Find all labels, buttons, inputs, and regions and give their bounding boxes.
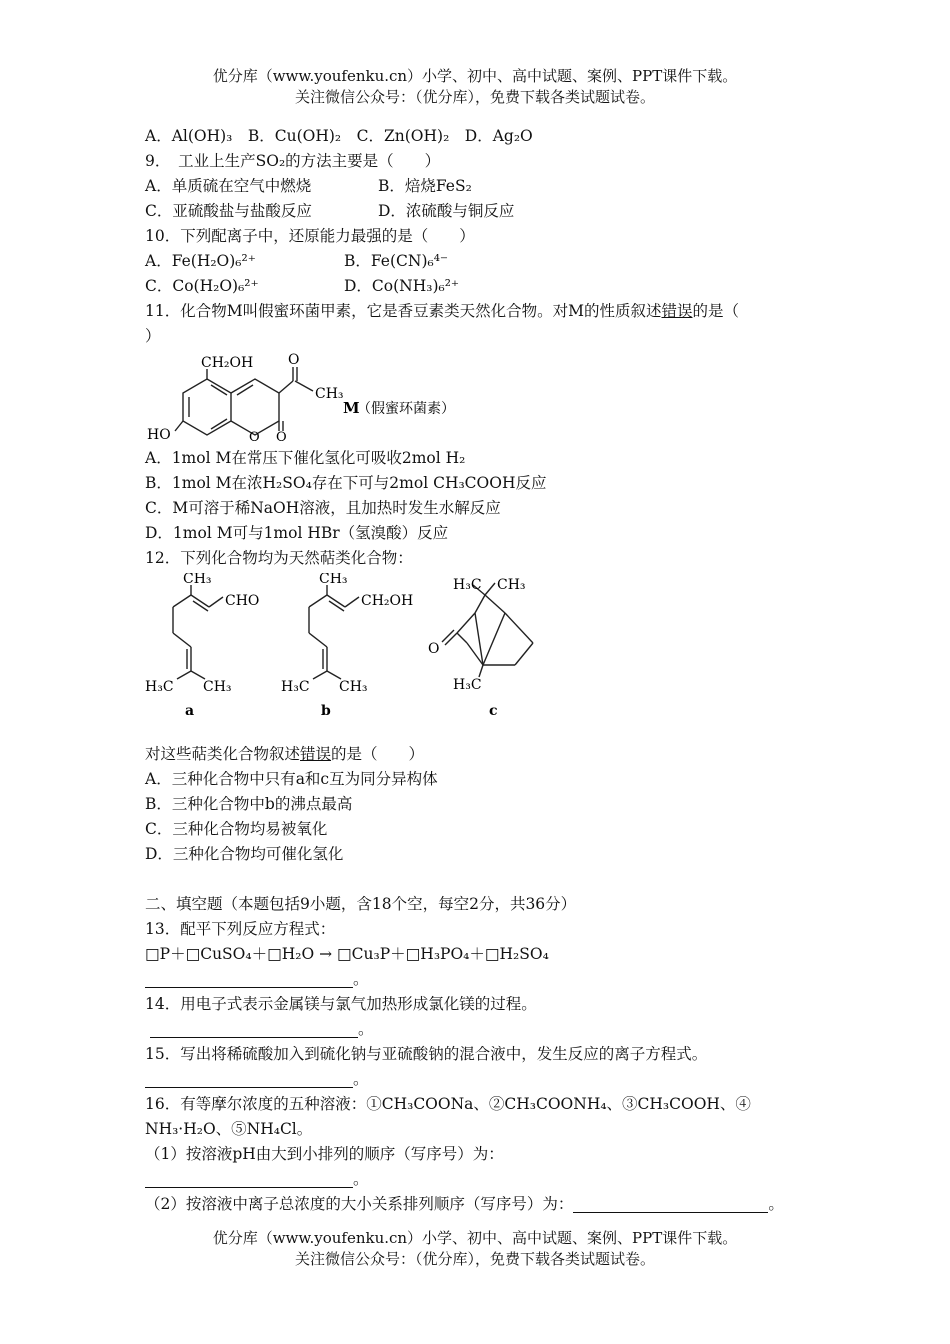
q16-part1-answer-line [145, 1167, 815, 1192]
q14-end: 。 [357, 1020, 374, 1038]
q15-end: 。 [353, 1070, 369, 1088]
q11-stem [145, 299, 815, 324]
m-label: M [343, 399, 360, 417]
q11-stem-end: ） [145, 327, 161, 345]
a-ch3b-label: CH₃ [203, 679, 232, 695]
c-label: c [489, 703, 498, 719]
q16-part1-answer-blank[interactable] [145, 1173, 353, 1188]
q12-stem: 12．下列化合物均为天然萜类化合物： [145, 549, 413, 567]
b-ch2oh-label: CH₂OH [361, 593, 414, 609]
q10-option-c: C．Co(H₂O)₆²⁺ [145, 277, 259, 295]
q11-stem-text: 11．化合物M叫假蜜环菌甲素，它是香豆素类天然化合物。对M的性质叙述 [145, 302, 662, 320]
m-ch2oh-label: CH₂OH [201, 355, 254, 371]
page-header [0, 66, 950, 108]
q9-option-d: D．浓硫酸与铜反应 [378, 202, 515, 220]
q16-stem-line2: NH₃·H₂O、⑤NH₄Cl。 [145, 1120, 313, 1138]
q16-stem-line1: 16．有等摩尔浓度的五种溶液：①CH₃COONa、②CH₃COONH₄、③CH₃COOH、④ [145, 1095, 751, 1113]
m-ho-label: HO [147, 427, 171, 443]
q9-options-row2 [145, 199, 815, 224]
q10-options-row1 [145, 249, 815, 274]
b-ch3b-label: CH₃ [339, 679, 368, 695]
terpene-structures [145, 573, 565, 728]
q12-sub-stem-emphasis: 错误 [300, 745, 332, 763]
c-o-label: O [428, 641, 440, 657]
q12-option-c: C．三种化合物均易被氧化 [145, 820, 328, 838]
q14-stem: 14．用电子式表示金属镁与氯气加热形成氯化镁的过程。 [145, 995, 537, 1013]
q10-option-b: B．Fe(CN)₆⁴⁻ [344, 252, 449, 270]
q10-option-d: D．Co(NH₃)₆²⁺ [344, 277, 460, 295]
b-ch3-label: CH₃ [319, 573, 348, 587]
q12-sub-stem-tail: 的是（ ） [331, 745, 425, 763]
q16-part2 [145, 1192, 815, 1217]
q13-equation: □P＋□CuSO₄＋□H₂O → □Cu₃P＋□H₃PO₄＋□H₂SO₄ [145, 945, 549, 963]
a-label: a [185, 703, 195, 719]
c-h3c-label: H₃C [453, 577, 482, 593]
footer-line-2: 关注微信公众号：（优分库），免费下载各类试题试卷。 [294, 1250, 655, 1268]
m-carbonyl-o-label: O [288, 352, 300, 368]
q11-stem-tail: 的是（ [692, 302, 739, 320]
q16-part1: （1）按溶液pH由大到小排列的顺序（写序号）为： [145, 1145, 504, 1163]
q16-part2-text: （2）按溶液中离子总浓度的大小关系排列顺序（写序号）为： [145, 1195, 574, 1213]
q12-sub-stem-text: 对这些萜类化合物叙述 [145, 745, 301, 763]
q11-option-b: B．1mol M在浓H₂SO₄存在下可与2mol CH₃COOH反应 [145, 474, 547, 492]
q12-sub-stem [145, 742, 815, 767]
section2-title: 二、填空题（本题包括9小题，含18个空，每空2分，共36分） [145, 895, 577, 913]
q15-stem: 15．写出将稀硫酸加入到硫化钠与亚硫酸钠的混合液中，发生反应的离子方程式。 [145, 1045, 708, 1063]
q10-stem: 10．下列配离子中，还原能力最强的是（ ） [145, 227, 475, 245]
q16-part1-end: 。 [353, 1170, 369, 1188]
q11-option-d: D．1mol M可与1mol HBr（氢溴酸）反应 [145, 524, 449, 542]
b-h3c-label: H₃C [281, 679, 310, 695]
q12-option-a: A．三种化合物中只有a和c互为同分异构体 [145, 770, 438, 788]
exam-content [145, 124, 815, 1217]
q13-end: 。 [353, 970, 369, 988]
q11-option-c: C．M可溶于稀NaOH溶液，且加热时发生水解反应 [145, 499, 501, 517]
c-h3cb-label: H₃C [453, 677, 482, 693]
q9-option-b: B．焙烧FeS₂ [378, 177, 472, 195]
q13-answer-line [145, 967, 815, 992]
q11-option-a: A．1mol M在常压下催化氢化可吸收2mol H₂ [145, 449, 466, 467]
q8-options: A．Al(OH)₃ B．Cu(OH)₂ C．Zn(OH)₂ D．Ag₂O [145, 127, 533, 145]
q16-part2-end: 。 [768, 1195, 784, 1213]
m-ring-o-label: O [249, 430, 260, 443]
q10-option-a: A．Fe(H₂O)₆²⁺ [145, 252, 256, 270]
b-label: b [321, 703, 331, 719]
q16-part2-answer-blank[interactable] [573, 1198, 768, 1213]
q10-options-row2 [145, 274, 815, 299]
a-cho-label: CHO [225, 593, 260, 609]
header-line-2: 关注微信公众号：（优分库），免费下载各类试题试卷。 [294, 88, 655, 106]
m-name-label: （假蜜环菌素） [357, 401, 455, 417]
q13-answer-blank[interactable] [145, 973, 353, 988]
q12-option-b: B．三种化合物中b的沸点最高 [145, 795, 353, 813]
q9-stem: 9． 工业上生产SO₂的方法主要是（ ） [145, 152, 441, 170]
q13-stem: 13．配平下列反应方程式： [145, 920, 336, 938]
a-h3c-label: H₃C [145, 679, 174, 695]
compound-m-structure [145, 351, 485, 443]
q12-option-d: D．三种化合物均可催化氢化 [145, 845, 344, 863]
c-ch3-label: CH₃ [497, 577, 526, 593]
q14-answer-line [145, 1017, 815, 1042]
q9-option-a: A．单质硫在空气中燃烧 [145, 177, 312, 195]
m-lactone-o-label: O [276, 430, 287, 443]
q15-answer-blank[interactable] [145, 1073, 353, 1088]
q9-options-row1 [145, 174, 815, 199]
page-footer [0, 1228, 950, 1270]
a-ch3-label: CH₃ [183, 573, 212, 587]
q14-answer-blank[interactable] [150, 1023, 358, 1038]
q15-answer-line [145, 1067, 815, 1092]
q11-stem-emphasis: 错误 [661, 302, 693, 320]
m-ch3-label: CH₃ [315, 386, 344, 402]
q9-option-c: C．亚硫酸盐与盐酸反应 [145, 202, 312, 220]
footer-line-1: 优分库（www.youfenku.cn）小学、初中、高中试题、案例、PPT课件下载。 [212, 1229, 738, 1247]
header-line-1: 优分库（www.youfenku.cn）小学、初中、高中试题、案例、PPT课件下载。 [212, 67, 738, 85]
